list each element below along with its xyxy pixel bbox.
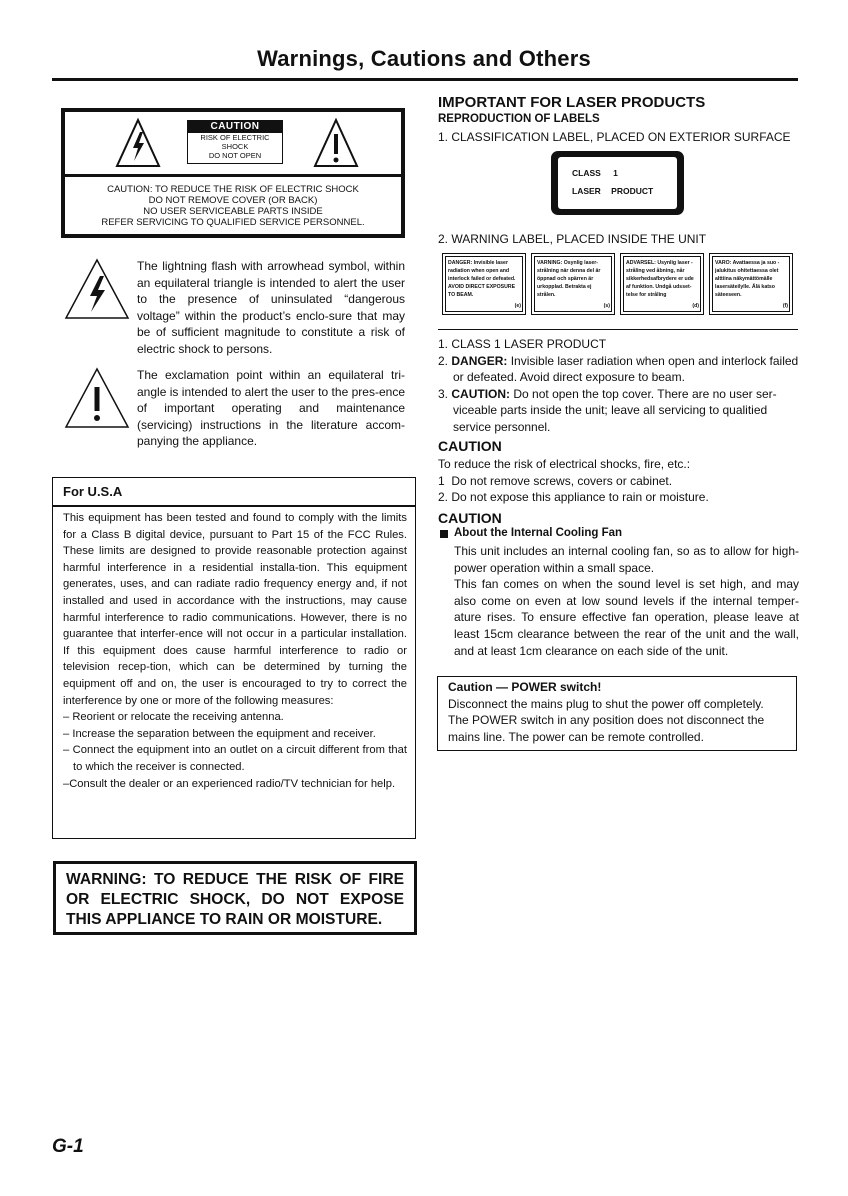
fan-heading-text: About the Internal Cooling Fan [454, 527, 623, 539]
caution-item: 1 Do not remove screws, covers or cabinet. [438, 473, 673, 488]
list-bold: CAUTION: [451, 386, 511, 401]
list-text: Do not open the top cover. There are no user ser-viceable parts inside the unit; leave all servicing to qualitied service personnel. [453, 386, 777, 434]
warning-panel-text: ADVARSEL: Usynlig laser -stråling ved åbning, når sikkerhedsafbrydere er ude af funktion. Undgå udsset-telse for stråling [623, 256, 701, 312]
class1-label-line: CLASS 1 [572, 168, 618, 178]
caution-label-line: DO NOT OPEN [208, 151, 262, 160]
warning-panel-en [442, 253, 526, 315]
list-text: CLASS 1 LASER PRODUCT [451, 337, 607, 351]
list-item [438, 336, 800, 353]
laser-divider [438, 329, 798, 330]
lightning-warning-icon [115, 118, 161, 168]
caution-label [187, 120, 283, 164]
caution-text-line: CAUTION: TO REDUCE THE RISK OF ELECTRIC SHOCK [107, 184, 359, 195]
warning-panel-text: DANGER: Invisible laser radiation when open and interlock failed or defeated. AVOID DIRECT EXPOSURE TO BEAM. [445, 256, 523, 312]
list-item [438, 353, 800, 386]
page-title: Warnings, Cautions and Others [257, 46, 591, 71]
laser-heading: IMPORTANT FOR LASER PRODUCTS [438, 94, 706, 111]
caution-text-line: REFER SERVICING TO QUALIFIED SERVICE PERSONNEL. [101, 217, 365, 228]
usa-body [63, 510, 407, 792]
caution-box [61, 108, 405, 238]
power-heading: Caution — POWER switch! [448, 680, 602, 694]
warning-label-caption: 2. WARNING LABEL, PLACED INSIDE THE UNIT [438, 232, 707, 246]
warning-panel-code: (e) [514, 303, 521, 309]
list-number: 2. [438, 353, 449, 368]
reproduction-heading: REPRODUCTION OF LABELS [438, 113, 600, 125]
classification-label-caption: 1. CLASSIFICATION LABEL, PLACED ON EXTERIOR SURFACE [438, 130, 791, 144]
list-text: Invisible laser radiation when open and interlock failed or defeated. Avoid direct exposure to beam. [453, 353, 799, 385]
warning-panel-sv [531, 253, 615, 315]
power-switch-box [437, 676, 797, 751]
class1-label-line: LASER PRODUCT [572, 186, 654, 196]
caution-label-line: SHOCK [221, 142, 249, 151]
caution-divider [65, 174, 401, 177]
title-rule [52, 78, 798, 81]
exclamation-triangle-icon [64, 367, 130, 429]
usa-paragraph: This equipment has been tested and found to comply with the limits for a Class B digital device, pursuant to Part 15 of the FCC Rules. These limits are designed to provide reasonable protection against harmful interference in a residential installa-tion. This equipment generates, uses, and can radiate radio frequency energy and, if not installed and used in accordance with the instructions, may cause harmful interference to radio communications. However, there is no guarantee that interfer-ence will not occur in a particular installation. If this equipment does cause harmful interference to radio or television recep-tion, which can be determined by turning the equipment off and on, the user is encouraged to try to correct the interference by one or more of the following measures: [63, 512, 407, 707]
warning-panel-code: (s) [603, 303, 610, 309]
warning-panel-da [620, 253, 704, 315]
fan-paragraph: This fan comes on when the sound level is set high, and may also come on even at low sound levels if the internal temper-ature rises. To ensure effective fan operation, please leave at least 15cm clearance between the rear of the unit and the wall, and at least 1cm clearance on each side of the unit. [454, 577, 799, 658]
fan-heading [438, 527, 622, 539]
laser-label-list [438, 336, 800, 436]
warning-panel-code: (d) [692, 303, 699, 309]
power-text: Disconnect the mains plug to shut the power off completely. The POWER switch in any position does not disconnect the mains line. The power can be remote controlled. [448, 696, 765, 744]
exclamation-warning-icon [313, 118, 359, 168]
list-bold: DANGER: [451, 353, 508, 368]
caution-label-line: RISK OF ELECTRIC [200, 133, 270, 142]
fan-body [454, 543, 799, 659]
class1-label-inner [558, 157, 677, 209]
list-number: 1. [438, 337, 449, 351]
usa-rule [53, 505, 415, 507]
list-number: 3. [438, 386, 449, 401]
lightning-triangle-icon [64, 258, 130, 320]
caution-heading: CAUTION [438, 510, 502, 526]
caution-heading: CAUTION [438, 438, 502, 454]
usa-fcc-box [52, 477, 416, 839]
usa-measure: – Connect the equipment into an outlet on a circuit different from that to which the receiver is connected. [63, 744, 407, 773]
usa-measure: –Consult the dealer or an experienced radio/TV technician for help. [63, 777, 396, 790]
caution-text-line: DO NOT REMOVE COVER (OR BACK) [148, 195, 318, 206]
lightning-symbol-description: The lightning flash with arrowhead symbol, within an equilateral triangle is intended to alert the user to the presence of uninsulated “dangerous voltage” within the product’s enclo-sure that may be of sufficient magnitude to constitute a risk of electric shock to persons. [137, 259, 405, 356]
usa-measure: – Increase the separation between the equipment and receiver. [63, 727, 376, 740]
warning-panel-fi [709, 253, 793, 315]
warning-panel-text: VARO: Avattaessa ja suo -jalukitus ohitettaessa olet alttiina näkymättömälle lasersäteilylle. Älä katso säteeseen. [712, 256, 790, 312]
warning-panel-text: VARNING: Osynlig laser-strålning när denna del är öppnad och spärren är urkopplad. Betrakta ej strålen. [534, 256, 612, 312]
caution-text [65, 184, 401, 228]
warning-panel-code: (f) [782, 303, 788, 309]
exclamation-symbol-description: The exclamation point within an equilateral tri-angle is intended to alert the user to the pres-ence of important operating and maintenance (servicing) instructions in the literature accom-panying the appliance. [137, 368, 405, 448]
caution-body [438, 456, 800, 506]
usa-measure: – Reorient or relocate the receiving antenna. [63, 711, 284, 724]
class1-laser-label [551, 151, 684, 215]
caution-item: 2. Do not expose this appliance to rain or moisture. [438, 490, 709, 505]
list-item [438, 386, 800, 436]
page-number: G-1 [52, 1136, 84, 1157]
caution-intro: To reduce the risk of electrical shocks, fire, etc.: [438, 457, 691, 471]
fan-paragraph: This unit includes an internal cooling fan, so as to allow for high-power operation within a small space. [454, 544, 799, 575]
fire-warning-box: WARNING: TO REDUCE THE RISK OF FIRE OR ELECTRIC SHOCK, DO NOT EXPOSE THIS APPLIANCE TO RAIN OR MOISTURE. [53, 861, 417, 935]
caution-text-line: NO USER SERVICEABLE PARTS INSIDE [143, 206, 323, 217]
caution-label-title: CAUTION [188, 121, 282, 133]
usa-heading: For U.S.A [63, 484, 123, 499]
